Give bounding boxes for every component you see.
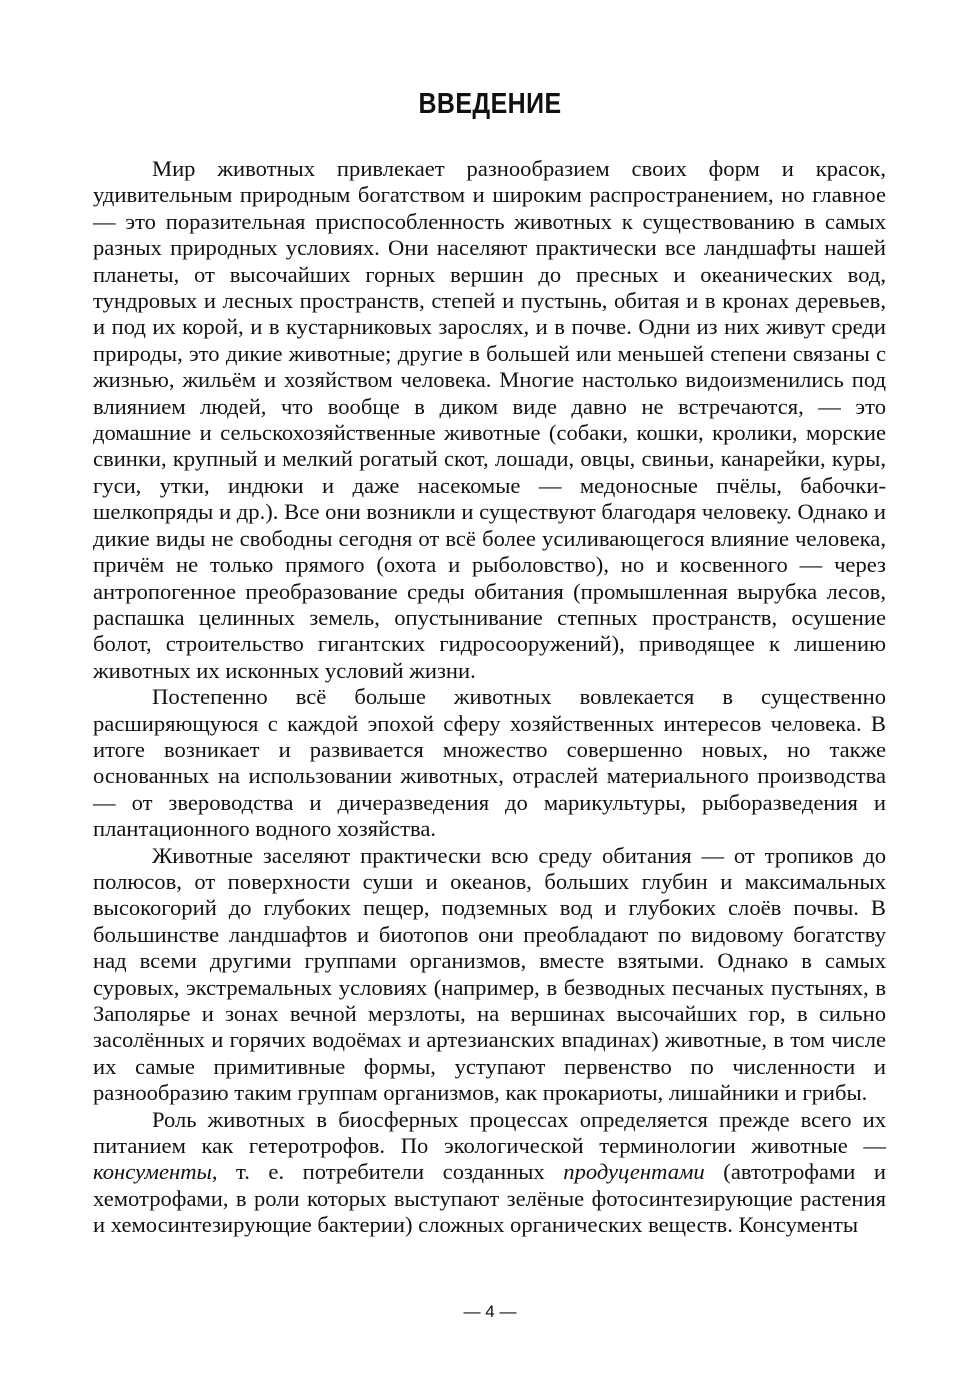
page-number: — 4 — — [463, 1302, 517, 1321]
paragraph-4 — [93, 1107, 886, 1239]
paragraph-2: Постепенно всё больше животных вовлекается в существенно расширяющуюся с каждой эпохой сферу хозяйственных интересов человека. В итоге возникает и развивается множество совершенно новых, но также основанных на использовании животных, отраслей материального производства — от звероводства и дичеразведения до марикультуры, рыборазведения и плантационного водного хозяйства. — [93, 684, 886, 842]
term-consumers: консументы — [93, 1159, 212, 1185]
paragraph-3: Животные заселяют практически всю среду обитания — от тропиков до полюсов, от поверхности суши и океанов, больших глубин и максимальных высокогорий до глубоких пещер, подземных вод и глубоких слоёв почвы. В большинстве ландшафтов и биотопов они преобладают по видовому богатству над всеми другими группами организмов, вместе взятыми. Однако в самых суровых, экстремальных условиях (например, в безводных песчаных пустынях, в Заполярье и зонах вечной мерзлоты, на вершинах высочайших гор, в сильно засолённых и горячих водоёмах и артезианских впадинах) животные, в том числе их самые примитивные формы, уступают первенство по численности и разнообразию таким группам организмов, как прокариоты, лишайники и грибы. — [93, 842, 886, 1106]
body-text — [93, 156, 886, 1239]
term-producers: продуцентами — [563, 1159, 705, 1185]
paragraph-4-part-a: Роль животных в биосферных процессах определяется прежде всего их питанием как гетеротрофов. По экологической терминологии животные — — [93, 1106, 886, 1159]
paragraph-4-part-b: , т. е. потребители созданных — [211, 1159, 564, 1185]
chapter-title: ВВЕДЕНИЕ — [418, 88, 562, 120]
paragraph-1: Мир животных привлекает разнообразием своих форм и красок, удивительным природным богатством и широким распространением, но главное — это поразительная приспособленность животных к существованию в самых разных природных условиях. Они населяют практически все ландшафты нашей планеты, от высочайших горных вершин до пресных и океанических вод, тундровых и лесных пространств, степей и пустынь, обитая и в кронах деревьев, и под их корой, и в кустарниковых зарослях, и в почве. Одни из них живут среди природы, это дикие животные; другие в большей или меньшей степени связаны с жизнью, жильём и хозяйством человека. Многие настолько видоизменились под влиянием людей, что вообще в диком виде давно не встречаются, — это домашние и сельскохозяйственные животные (собаки, кошки, кролики, морские свинки, крупный и мелкий рогатый скот, лошади, овцы, свиньи, канарейки, куры, гуси, утки, индюки и даже насекомые — медоносные пчёлы, бабочки-шелкопряды и др.). Все они возникли и существуют благодаря человеку. Однако и дикие виды не свободны сегодня от всё более усиливающегося влияние человека, причём не только прямого (охота и рыболовство), но и косвенного — через антропогенное преобразование среды обитания (промышленная вырубка лесов, распашка целинных земель, опустынивание степных пространств, осушение болот, строительство гигантских гидросооружений), приводящее к лишению животных их исконных условий жизни. — [93, 156, 886, 683]
paragraph-4-part-c: (автотрофами и хемотрофами, в роли которых выступают зелёные фотосинтезирующие растения и хемосинтезирующие бактерии) сложных органических веществ. Консументы — [93, 1159, 886, 1238]
